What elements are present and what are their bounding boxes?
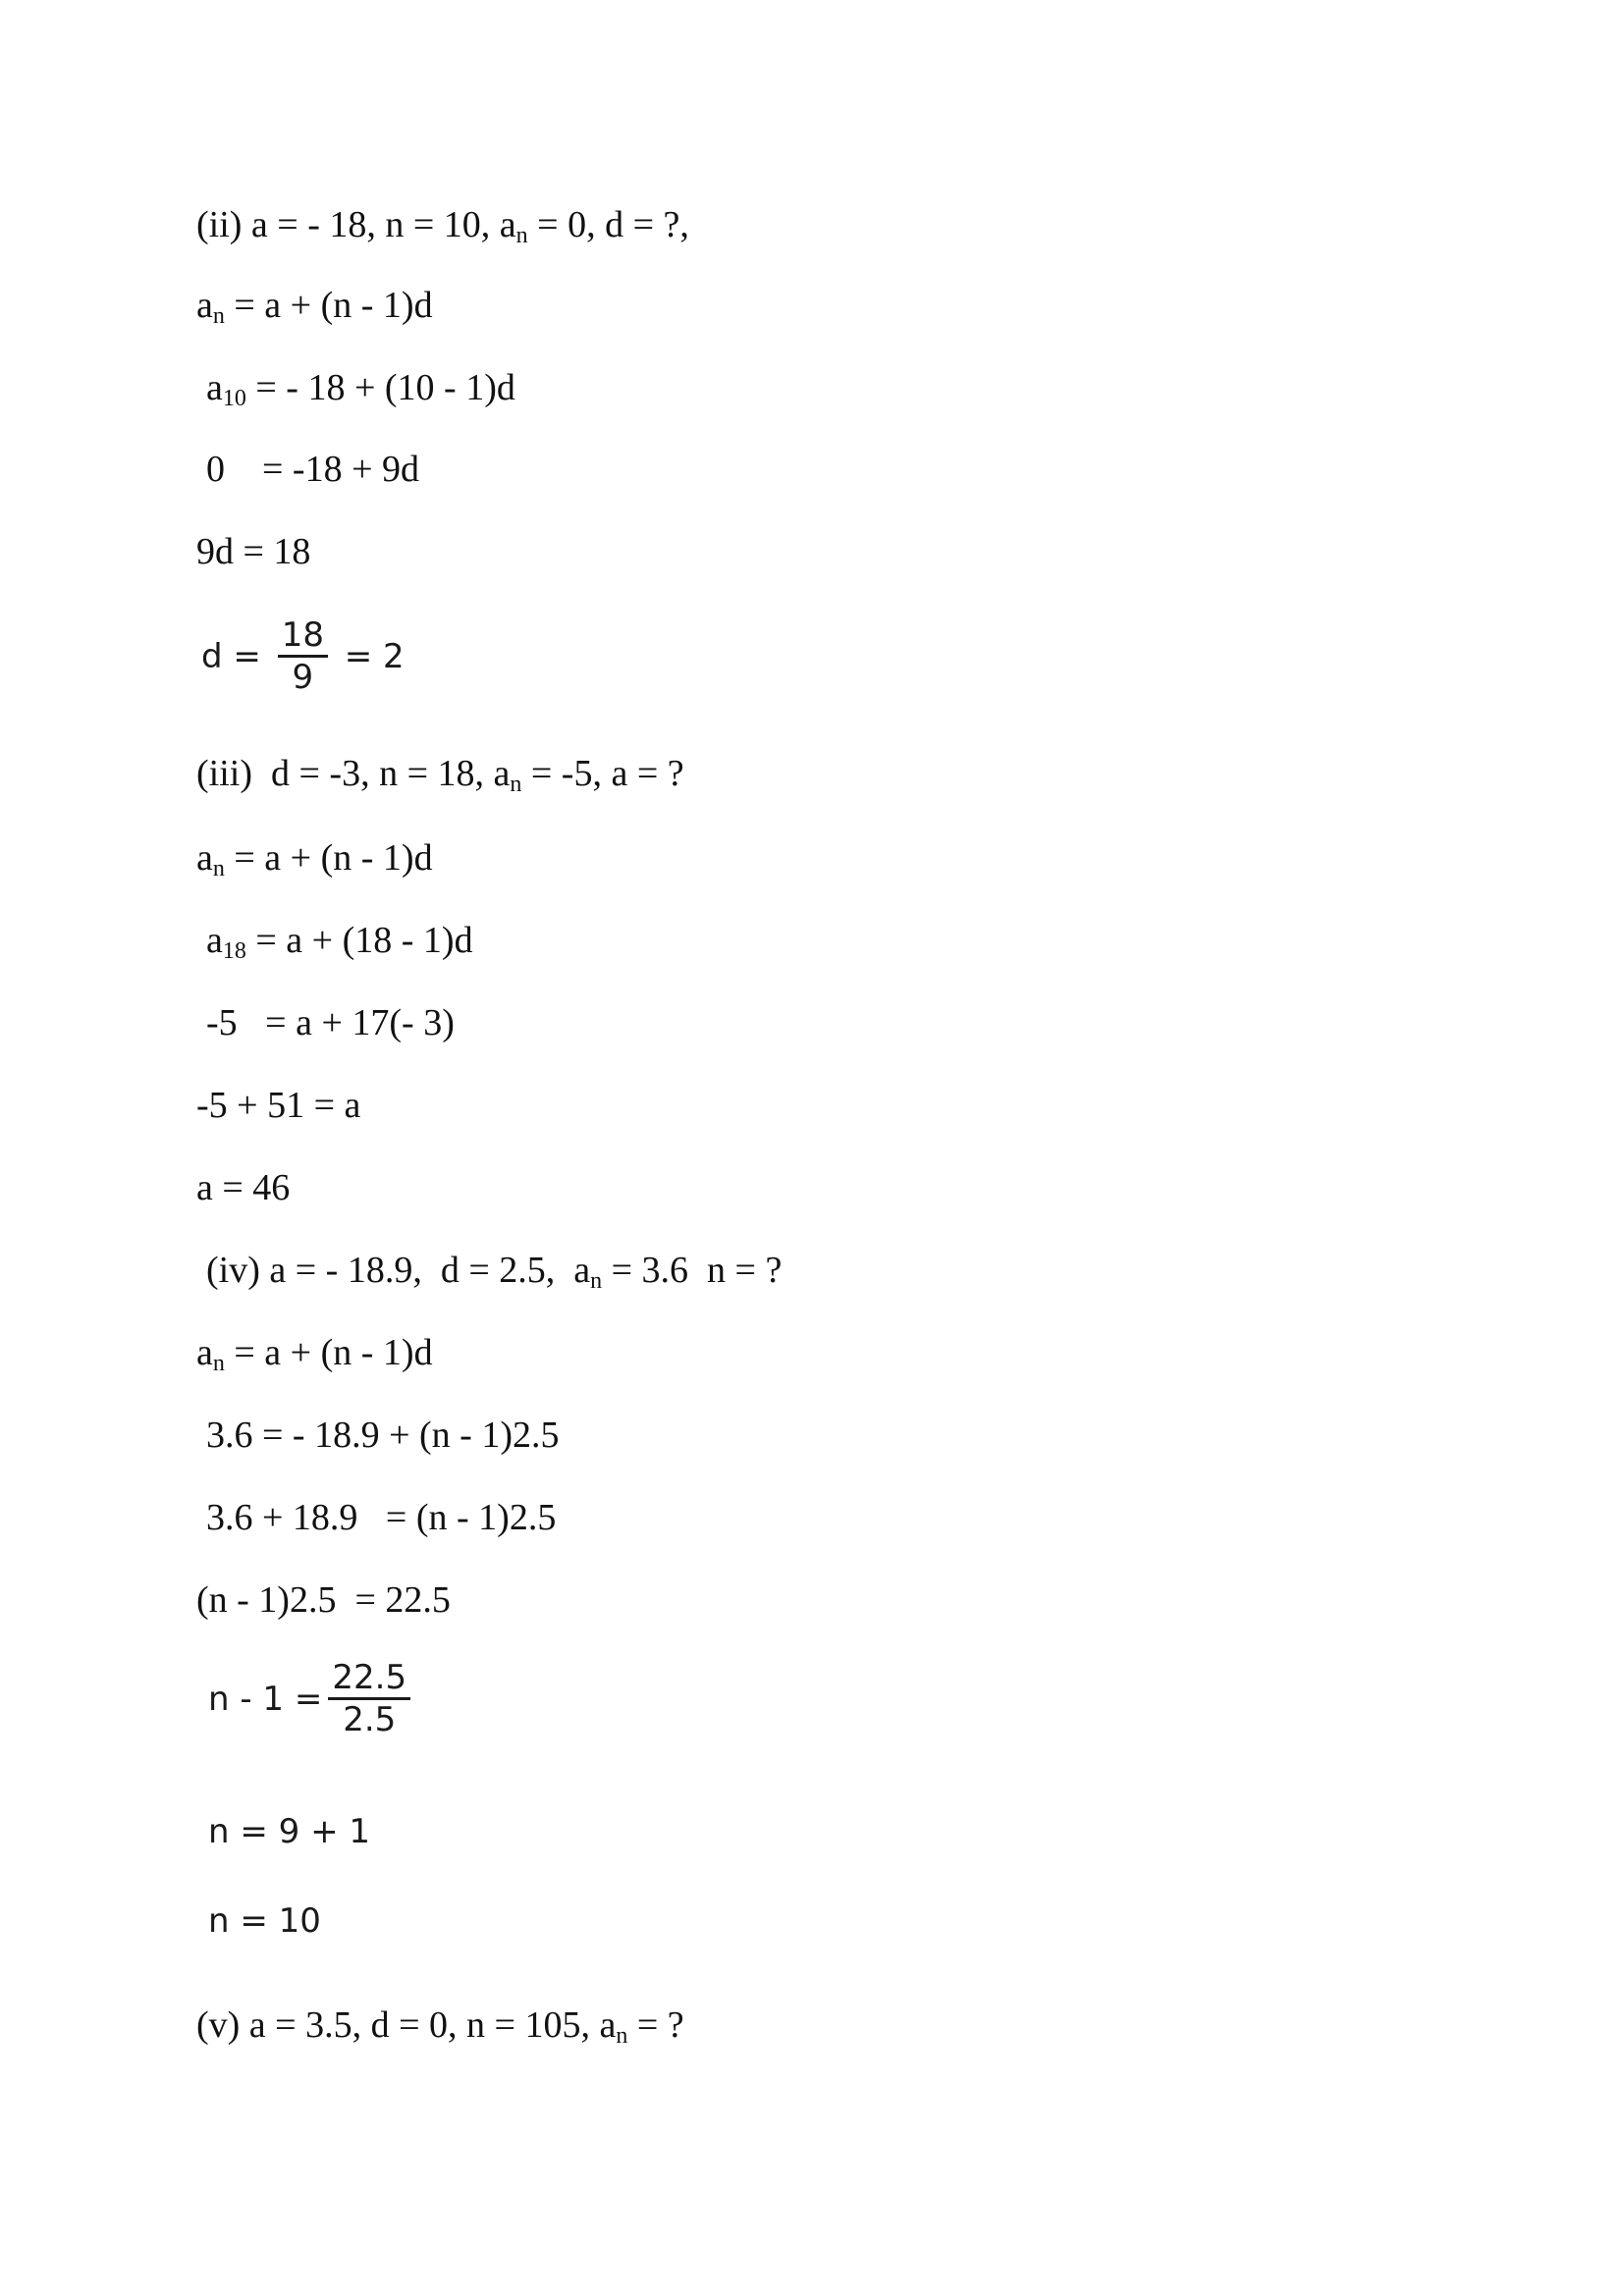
part-iv-step5: n = 9 + 1 xyxy=(208,1812,371,1851)
fraction-numerator: 18 xyxy=(278,618,328,658)
formula-rest: = a + (n - 1)d xyxy=(224,837,433,879)
part-iv-given: (iv) a = - 18.9, d = 2.5, a xyxy=(206,1250,591,1291)
subscript: n xyxy=(212,1351,225,1376)
part-iii-step4: a = 46 xyxy=(196,1167,291,1208)
subscript: n xyxy=(590,1268,603,1294)
fraction-lhs: n - 1 = xyxy=(208,1679,323,1719)
part-iv-given-rest: = 3.6 n = ? xyxy=(602,1250,783,1291)
part-iii-step3: -5 + 51 = a xyxy=(196,1085,361,1126)
step-rest: = - 18 + (10 - 1)d xyxy=(245,367,515,408)
fraction-numerator: 22.5 xyxy=(328,1661,410,1700)
part-ii-given-rest: = 0, d = ?, xyxy=(527,204,689,245)
formula-term: a xyxy=(196,837,213,879)
step-rest: = a + (18 - 1)d xyxy=(245,920,473,961)
fraction-denominator: 2.5 xyxy=(343,1700,397,1739)
part-ii-step2: 0 = -18 + 9d xyxy=(206,449,420,490)
subscript: n xyxy=(510,772,522,797)
part-iii-formula xyxy=(196,837,433,881)
part-ii-step3: 9d = 18 xyxy=(196,531,311,572)
part-iv-step2: 3.6 + 18.9 = (n - 1)2.5 xyxy=(206,1497,557,1538)
fraction xyxy=(278,615,328,697)
fraction-rhs: = 2 xyxy=(333,636,405,676)
formula-term: a xyxy=(196,1332,213,1373)
part-iii-step2: -5 = a + 17(- 3) xyxy=(206,1002,455,1043)
part-iv-formula xyxy=(196,1332,433,1376)
part-iii-header xyxy=(196,753,684,797)
formula-rest: = a + (n - 1)d xyxy=(224,285,433,326)
part-iv-step3: (n - 1)2.5 = 22.5 xyxy=(196,1579,451,1621)
part-iv-step6: n = 10 xyxy=(208,1901,321,1941)
formula-rest: = a + (n - 1)d xyxy=(224,1332,433,1373)
subscript: 10 xyxy=(222,386,246,411)
part-v-header xyxy=(196,2004,684,2049)
part-ii-header xyxy=(196,204,689,248)
part-iii-given-rest: = -5, a = ? xyxy=(521,753,684,794)
step-term: a xyxy=(206,367,223,408)
fraction xyxy=(328,1658,410,1739)
subscript: n xyxy=(616,2023,628,2049)
part-ii-formula xyxy=(196,285,433,329)
fraction-lhs: d = xyxy=(201,636,272,676)
subscript: n xyxy=(212,856,225,881)
formula-term: a xyxy=(196,285,213,326)
subscript: n xyxy=(515,223,528,248)
subscript: n xyxy=(212,303,225,329)
subscript: 18 xyxy=(222,938,246,964)
part-iii-step1 xyxy=(206,920,473,964)
part-ii-step4-fraction xyxy=(201,615,405,697)
part-iii-given: (iii) d = -3, n = 18, a xyxy=(196,753,511,794)
part-v-given: (v) a = 3.5, d = 0, n = 105, a xyxy=(196,2004,617,2046)
part-iv-step1: 3.6 = - 18.9 + (n - 1)2.5 xyxy=(206,1415,560,1456)
part-ii-given: (ii) a = - 18, n = 10, a xyxy=(196,204,516,245)
step-term: a xyxy=(206,920,223,961)
fraction-denominator: 9 xyxy=(292,658,314,697)
part-v-given-rest: = ? xyxy=(627,2004,684,2046)
part-iv-header xyxy=(206,1250,783,1294)
part-iv-step4-fraction xyxy=(208,1658,416,1739)
part-ii-step1 xyxy=(206,367,515,411)
